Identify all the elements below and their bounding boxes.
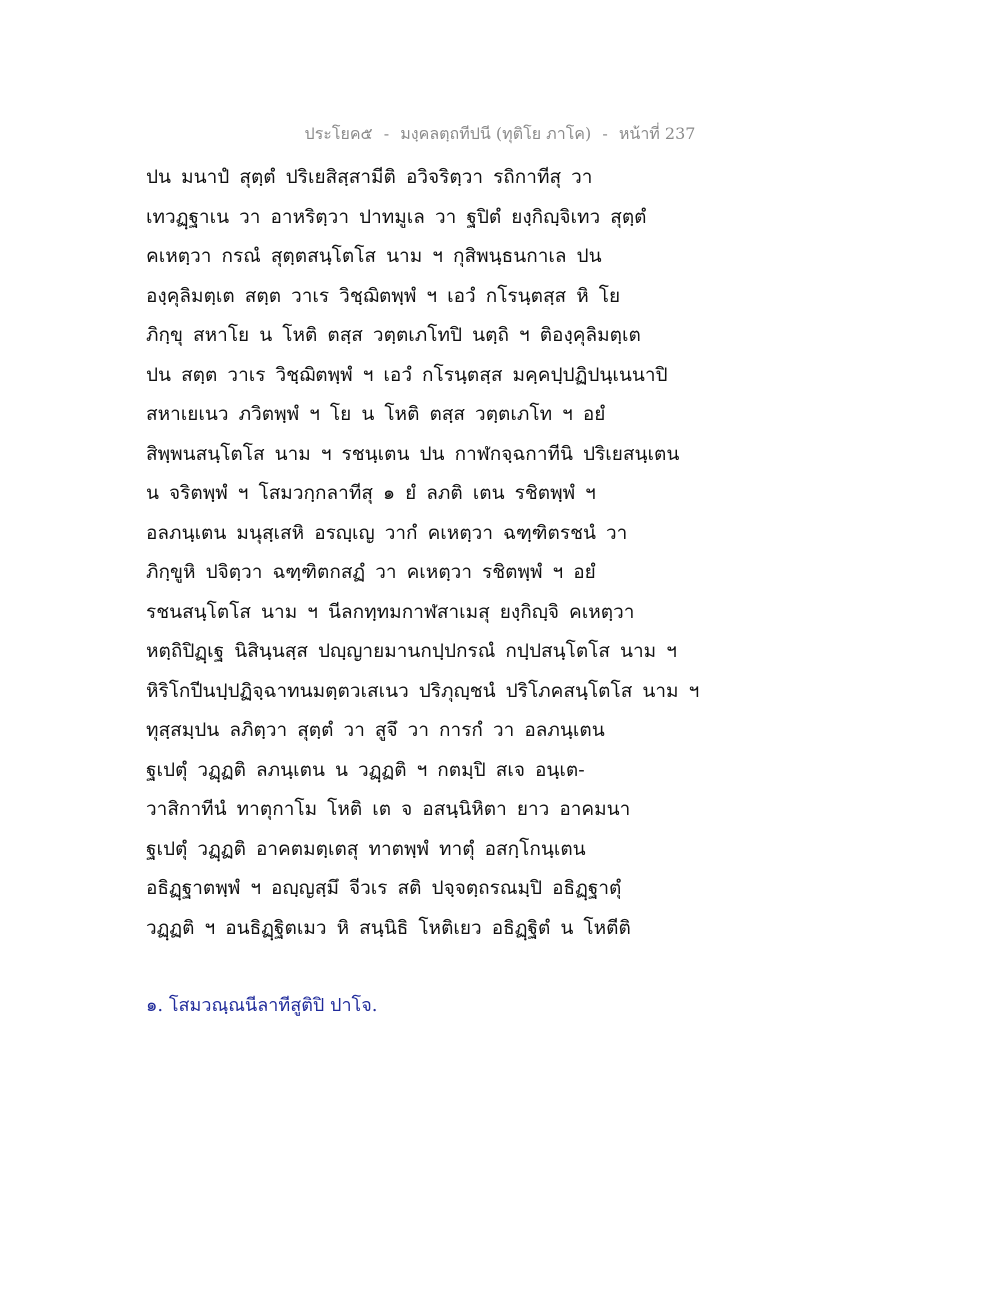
text-line: สหาเยเนว ภวิตพฺพํ ฯ โย น โหติ ตสฺส วตฺตเภโท ฯ อยํ xyxy=(146,403,606,425)
header-separator: - xyxy=(602,124,608,143)
text-line: วฏฺฏติ ฯ อนธิฏฺฐิตเมว หิ สนฺนิธิ โหติเยว อธิฏฺฐิตํ น โหตีติ xyxy=(146,916,631,939)
body-text xyxy=(146,158,846,948)
text-line: เทวฏฺฐาเน วา อาหริตฺวา ปาทมูเล วา ฐปิตํ ยงฺกิญฺจิเทว สุตฺตํ xyxy=(146,205,647,228)
text-line: อธิฏฺฐาตพฺพํ ฯ อญฺญสฺมึ จีวเร สติ ปจฺจตฺถรณมฺปิ อธิฏฺฐาตุํ xyxy=(146,877,622,899)
text-line: คเหตฺวา กรณํ สุตฺตสนฺโตโส นาม ฯ กุสิพนฺธนกาเล ปน xyxy=(146,245,602,267)
text-line: ปน มนาปํ สุตฺตํ ปริเยสิสฺสามีติ อวิจริตฺวา รถิกาทีสุ วา xyxy=(146,166,593,188)
text-line: ฐเปตุํ วฏฺฏติ ลภนฺเตน น วฏฺฏติ ฯ กตมฺปิ สเจ อนฺเต- xyxy=(146,758,585,781)
text-line: ภิกฺขุ สหาโย น โหติ ตสฺส วตฺตเภโทปิ นตฺถิ ฯ ติองฺคุลิมตฺเต xyxy=(146,324,641,346)
header-title: มงฺคลตฺถทีปนี (ทุติโย ภาโค) xyxy=(400,124,592,143)
text-line: อลภนฺเตน มนุสฺเสหิ อรญฺเญ วากํ คเหตฺวา ฉฑฺฑิตรชนํ วา xyxy=(146,521,628,544)
header-separator: - xyxy=(383,124,390,143)
text-line: ภิกฺขูหิ ปจิตฺวา ฉฑฺฑิตกสฏํ วา คเหตฺวา รชิตพฺพํ ฯ อยํ xyxy=(146,561,596,583)
header-page-number: หน้าที่ 237 xyxy=(618,124,696,143)
text-line: ฐเปตุํ วฏฺฏติ อาคตมตฺเตสุ ทาตพฺพํ ทาตุํ อสกฺโกนฺเตน xyxy=(146,837,586,860)
header-book: ประโยค๕ xyxy=(304,124,373,143)
text-line: ปน สตฺต วาเร วิชฺฌิตพฺพํ ฯ เอวํ กโรนฺตสฺส มคฺคปฺปฏิปนฺเนนาปิ xyxy=(146,363,668,386)
text-line: ทุสฺสมฺปน ลภิตฺวา สุตฺตํ วา สูจึ วา การกํ วา อลภนฺเตน xyxy=(146,719,605,741)
text-line: หตฺถิปิฏฺเฐ นิสินฺนสฺส ปญฺญายมานกปฺปกรณํ กปฺปสนฺโตโส นาม ฯ xyxy=(146,640,677,662)
text-line: น จริตพฺพํ ฯ โสมวกฺกลาทีสุ ๑ ยํ ลภติ เตน รชิตพฺพํ ฯ xyxy=(146,482,596,504)
text-line: สิพฺพนสนฺโตโส นาม ฯ รชนฺเตน ปน กาฬกจฺฉกาทีนิ ปริเยสนฺเตน xyxy=(146,442,680,465)
text-line: รชนสนฺโตโส นาม ฯ นีลกทฺทมกาฬสาเมสุ ยงฺกิญฺจิ คเหตฺวา xyxy=(146,600,635,623)
text-line: วาสิกาทีนํ ทาตุกาโม โหติ เต จ อสนฺนิหิตา ยาว อาคมนา xyxy=(146,798,631,820)
running-header xyxy=(0,122,1000,147)
text-line: หิริโกปีนปฺปฏิจฺฉาทนมตฺตวเสเนว ปริภุญฺชนํ ปริโภคสนฺโตโส นาม ฯ xyxy=(146,679,700,702)
text-line: องฺคุลิมตฺเต สตฺต วาเร วิชฺฌิตพฺพํ ฯ เอวํ กโรนฺตสฺส หิ โย xyxy=(146,284,621,307)
footnote: ๑. โสมวณฺณนีลาทีสูติปิ ปาโจ. xyxy=(146,995,378,1016)
